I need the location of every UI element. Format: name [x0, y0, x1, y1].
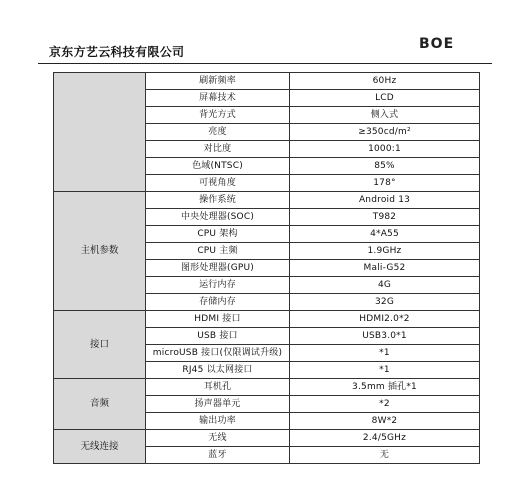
- group-label: 音频: [54, 379, 146, 430]
- spec-key: 亮度: [146, 124, 290, 141]
- spec-value: USB3.0*1: [290, 328, 480, 345]
- spec-row: [54, 379, 480, 396]
- spec-key: 屏幕技术: [146, 90, 290, 107]
- spec-value: Android 13: [290, 192, 480, 209]
- spec-row: [54, 192, 480, 209]
- page-header: [0, 0, 530, 66]
- spec-key: 图形处理器(GPU): [146, 260, 290, 277]
- boe-logo: BOE: [419, 36, 455, 52]
- spec-key: 输出功率: [146, 413, 290, 430]
- spec-key: 对比度: [146, 141, 290, 158]
- spec-key: 存储内存: [146, 294, 290, 311]
- spec-value: 60Hz: [290, 73, 480, 90]
- spec-key: 可视角度: [146, 175, 290, 192]
- spec-value: 178°: [290, 175, 480, 192]
- spec-key: CPU 主频: [146, 243, 290, 260]
- spec-key: 无线: [146, 430, 290, 447]
- spec-table: [53, 72, 480, 464]
- spec-value: *2: [290, 396, 480, 413]
- spec-value: 1.9GHz: [290, 243, 480, 260]
- group-label: 接口: [54, 311, 146, 379]
- spec-value: LCD: [290, 90, 480, 107]
- header-divider: [38, 63, 492, 64]
- spec-key: RJ45 以太网接口: [146, 362, 290, 379]
- company-name: 京东方艺云科技有限公司: [49, 45, 185, 59]
- spec-key: 耳机孔: [146, 379, 290, 396]
- group-label: [54, 73, 146, 192]
- spec-table-body: [54, 73, 480, 464]
- spec-key: 刷新频率: [146, 73, 290, 90]
- spec-value: 32G: [290, 294, 480, 311]
- spec-row: [54, 311, 480, 328]
- spec-value: 8W*2: [290, 413, 480, 430]
- spec-key: 色域(NTSC): [146, 158, 290, 175]
- spec-value: *1: [290, 345, 480, 362]
- spec-key: 蓝牙: [146, 447, 290, 464]
- spec-key: USB 接口: [146, 328, 290, 345]
- spec-value: ≥350cd/m²: [290, 124, 480, 141]
- spec-value: 4G: [290, 277, 480, 294]
- spec-value: T982: [290, 209, 480, 226]
- spec-key: 背光方式: [146, 107, 290, 124]
- spec-value: 1000:1: [290, 141, 480, 158]
- spec-key: microUSB 接口(仅限调试升级): [146, 345, 290, 362]
- spec-row: [54, 430, 480, 447]
- spec-value: *1: [290, 362, 480, 379]
- spec-value: 2.4/5GHz: [290, 430, 480, 447]
- spec-key: 中央处理器(SOC): [146, 209, 290, 226]
- spec-value: Mali-G52: [290, 260, 480, 277]
- spec-key: HDMI 接口: [146, 311, 290, 328]
- spec-value: 侧入式: [290, 107, 480, 124]
- spec-key: 运行内存: [146, 277, 290, 294]
- spec-key: 扬声器单元: [146, 396, 290, 413]
- spec-value: 无: [290, 447, 480, 464]
- spec-value: 3.5mm 插孔*1: [290, 379, 480, 396]
- group-label: 主机参数: [54, 192, 146, 311]
- spec-key: 操作系统: [146, 192, 290, 209]
- spec-row: [54, 73, 480, 90]
- spec-value: 85%: [290, 158, 480, 175]
- spec-value: HDMI2.0*2: [290, 311, 480, 328]
- spec-value: 4*A55: [290, 226, 480, 243]
- group-label: 无线连接: [54, 430, 146, 464]
- spec-key: CPU 架构: [146, 226, 290, 243]
